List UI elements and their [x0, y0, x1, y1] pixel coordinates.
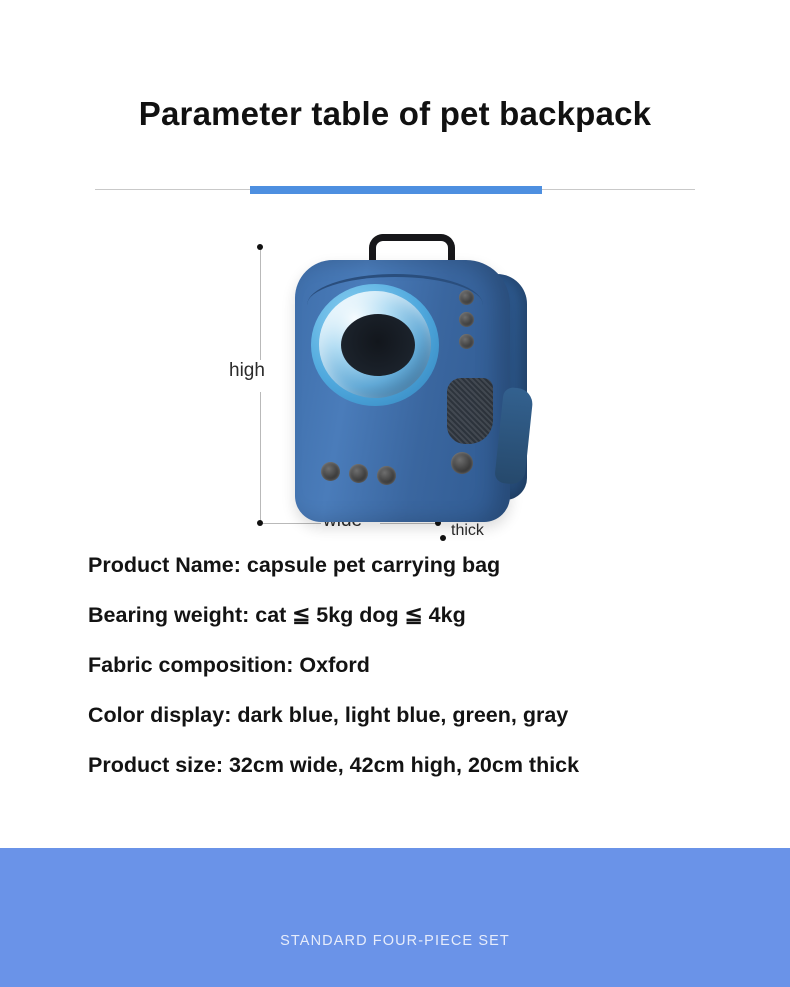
- product-diagram: [225, 200, 585, 545]
- backpack-mesh-panel: [447, 378, 493, 444]
- vent-hole-icon: [321, 462, 340, 481]
- page-title: Parameter table of pet backpack: [138, 95, 652, 132]
- spec-color-display: Color display: dark blue, light blue, green, gray: [88, 703, 569, 727]
- vent-hole-icon: [459, 312, 474, 327]
- vent-hole-icon: [377, 466, 396, 485]
- spec-list: [88, 553, 748, 803]
- spec-bearing-weight: Bearing weight: cat ≦ 5kg dog ≦ 4kg: [88, 603, 466, 627]
- footer-label: STANDARD FOUR-PIECE SET: [280, 933, 510, 949]
- vent-hole-icon: [459, 334, 474, 349]
- vent-hole-icon: [451, 452, 473, 474]
- footer-banner: [0, 848, 790, 987]
- measure-line-height-lower: [260, 392, 261, 522]
- measure-line-height: [260, 250, 261, 360]
- vent-hole-icon: [459, 290, 474, 305]
- label-high: high: [229, 360, 265, 381]
- measure-dot-thick: [440, 535, 446, 541]
- backpack-dome-interior: [341, 314, 415, 376]
- pet-backpack-illustration: [285, 228, 531, 524]
- spec-fabric-composition: Fabric composition: Oxford: [88, 653, 370, 677]
- title-divider: [95, 186, 695, 194]
- vent-hole-icon: [349, 464, 368, 483]
- spec-product-name: Product Name: capsule pet carrying bag: [88, 553, 501, 577]
- divider-accent-bar: [250, 186, 542, 194]
- spec-product-size: Product size: 32cm wide, 42cm high, 20cm thick: [88, 753, 580, 777]
- label-thick: thick: [451, 522, 484, 539]
